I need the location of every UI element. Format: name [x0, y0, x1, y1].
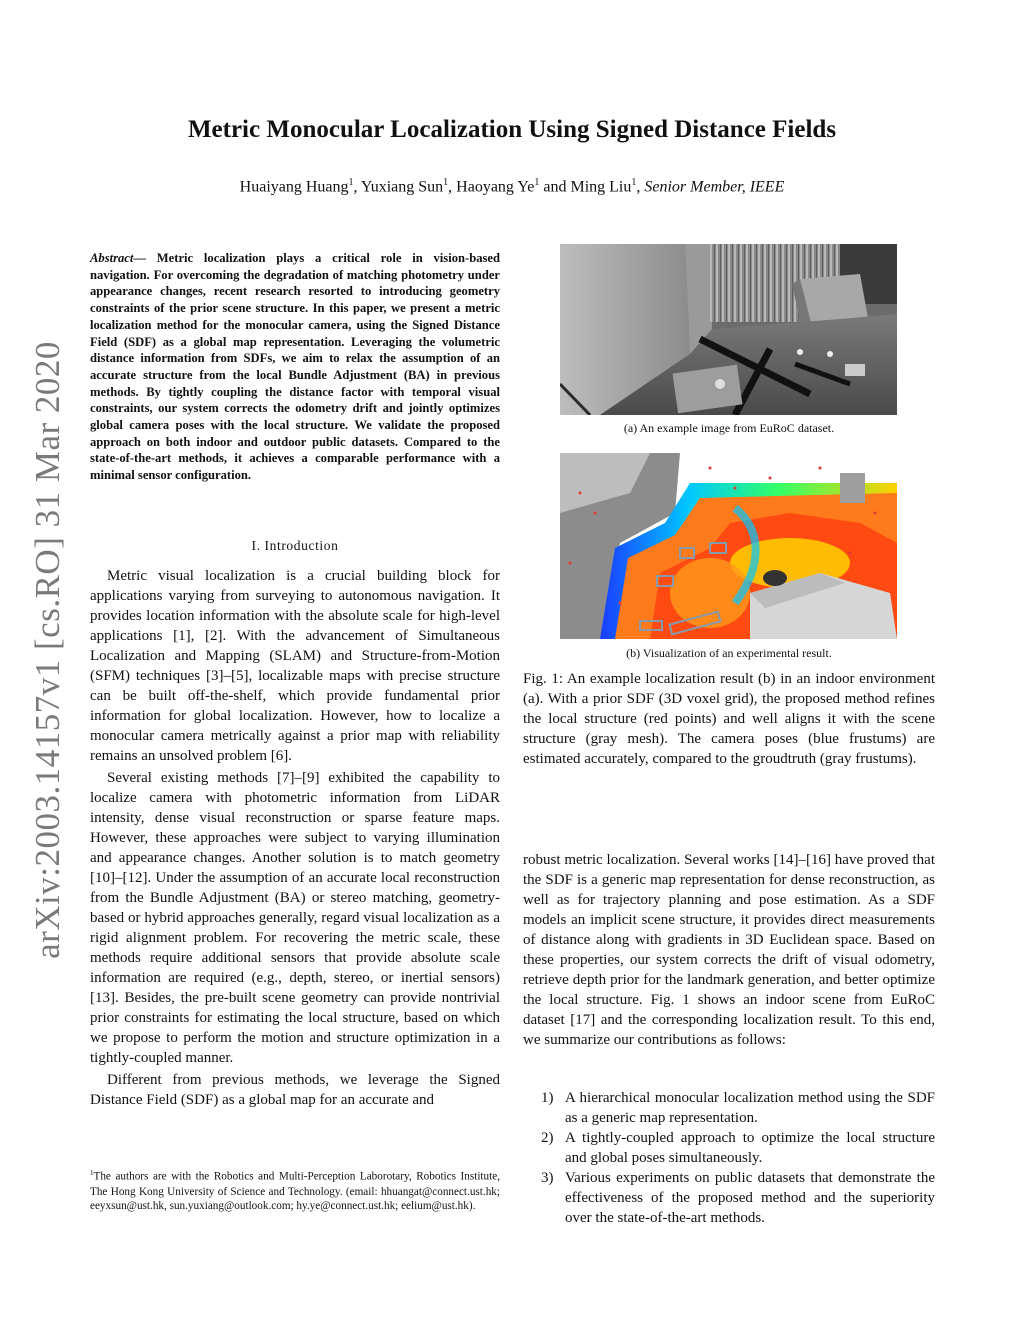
author-separator: ,	[448, 178, 457, 196]
list-item	[523, 1128, 935, 1168]
author-name: Huaiyang Huang	[239, 178, 349, 196]
list-item-number: 2)	[541, 1130, 554, 1146]
abstract-label: Abstract	[90, 251, 134, 265]
introduction-body	[90, 566, 500, 1110]
figure-1b-subcaption: (b) Visualization of an experimental result.	[626, 646, 832, 660]
author-separator: and	[539, 178, 571, 196]
affiliation-mark: 1	[348, 177, 354, 188]
contribution-list	[523, 1088, 935, 1228]
author-separator: ,	[636, 178, 645, 196]
section-heading-introduction: I. Introduction	[251, 538, 339, 553]
list-item-text: A tightly-coupled approach to optimize the local structure and global poses simultaneously.	[565, 1130, 935, 1166]
author-line	[0, 177, 1024, 196]
figure-1-caption: Fig. 1: An example localization result (b) in an indoor environment (a). With a prior SDF (3D voxel grid), the proposed method refines the local structure (red points) and well aligns it with the scene structure (gray mesh). The camera poses (blue frustums) are estimated accurately, compared to the groudtruth (gray frustums).	[523, 671, 935, 767]
abstract-text: Metric localization plays a critical role in vision-based navigation. For overcoming the degradation of matching photometry under appearance changes, recent research resorted to introducing geometry constraints of the prior scene structure. In this paper, we present a metric localization method for the monocular camera, using the Signed Distance Field (SDF) as a global map representation. Leveraging the volumetric distance information from SDFs, we aim to relax the assumption of an accurate structure from the local Bundle Adjustment (BA) in previous methods. By tightly coupling the distance factor with temporal visual constraints, our system corrects the odometry drift and jointly optimizes global camera poses with the local structure. We validate the proposed approach on both indoor and outdoor public datasets. Compared to the state-of-the-art methods, it achieves a comparable performance with a minimal sensor configuration.	[90, 251, 500, 483]
sdf-visualization	[560, 453, 897, 639]
author-name: Haoyang Ye	[456, 178, 535, 196]
figure-1b-image	[560, 453, 897, 639]
body-paragraph: Several existing methods [7]–[9] exhibited the capability to localize camera with photometric information from LiDAR intensity, dense visual reconstruction or sparse feature maps. However, these approaches were subject to varying illumination and appearance changes. Another solution is to match geometry [10]–[12]. Under the assumption of an accurate local reconstruction from the Bundle Adjustment (BA) or stereo matching, geometry-based or hybrid approaches generally, regard visual localization as a rigid alignment problem. For recovering the metric scale, these methods require additional sensors that provide absolute scale information are required (e.g., depth, stereo, or inertial sensors) [13]. Besides, the pre-built scene geometry can provide nontrivial prior constraints for estimating the local structure, based on which we propose to perform the motion and structure optimization in a tightly-coupled manner.	[90, 770, 500, 1066]
affiliation-mark: 1	[534, 177, 540, 188]
abstract-dash: —	[133, 251, 146, 265]
figure-1a-subcaption: (a) An example image from EuRoC dataset.	[623, 421, 835, 435]
author-membership: Senior Member, IEEE	[644, 178, 785, 196]
author-name: Ming Liu	[570, 178, 632, 196]
list-item-number: 3)	[541, 1170, 554, 1186]
abstract	[90, 250, 500, 484]
list-item-number: 1)	[541, 1090, 554, 1106]
affiliation-mark: 1	[443, 177, 449, 188]
list-item-text: Various experiments on public datasets that demonstrate the effectiveness of the proposed method and the superiority over the state-of-the-art methods.	[565, 1170, 935, 1226]
footnote-mark: 1	[90, 1169, 94, 1177]
euroc-scene-photo	[560, 244, 897, 415]
arxiv-identifier-text: arXiv:2003.14157v1 [cs.RO] 31 Mar 2020	[28, 341, 67, 959]
paper-title: Metric Monocular Localization Using Signed Distance Fields	[187, 116, 837, 143]
footnote-text: The authors are with the Robotics and Multi-Perception Laborotary, Robotics Institute, The Hong Kong University of Science and Technology. (email: hhuangat@connect.ust.hk; eeyxsun@ust.hk, sun.yuxiang@outlook.com; hy.ye@connect.ust.hk; eelium@ust.hk).	[90, 1170, 500, 1213]
author-name: Yuxiang Sun	[360, 178, 444, 196]
affiliation-mark: 1	[631, 177, 637, 188]
arxiv-identifier	[18, 341, 78, 959]
footnote	[90, 1166, 500, 1214]
body-paragraph: Metric visual localization is a crucial building block for applications varying from surveying to autonomous navigation. It provides location information with the absolute scale for high-level applications [1], [2]. With the advancement of Simultaneous Localization and Mapping (SLAM) and Structure-from-Motion (SFM) techniques [3]–[5], localizable maps with precise structure can be built off-the-shelf, which provide fundamental prior information for global localization. However, how to localize a monocular camera metrically against a prior map with reliability remains an unsolved problem [6].	[90, 568, 500, 764]
body-paragraph: Different from previous methods, we leverage the Signed Distance Field (SDF) as a global map for an accurate and	[90, 1072, 500, 1108]
author-separator: ,	[353, 178, 361, 196]
figure-1a-image	[560, 244, 897, 415]
list-item-text: A hierarchical monocular localization method using the SDF as a generic map representation.	[565, 1090, 935, 1126]
list-item	[523, 1168, 935, 1228]
body-paragraph: robust metric localization. Several works [14]–[16] have proved that the SDF is a generic map representation for dense reconstruction, as well as for trajectory planning and pose estimation. As a SDF models an implicit scene structure, it provides direct measurements of distance along with gradients in 3D Euclidean space. Based on these properties, our system corrects the drift of visual odometry, retrieve depth prior for the landmark generation, and better optimize the local structure. Fig. 1 shows an indoor scene from EuRoC dataset [17] and the corresponding localization result. To this end, we summarize our contributions as follows:	[523, 852, 935, 1048]
list-item	[523, 1088, 935, 1128]
introduction-continuation	[523, 850, 935, 1050]
